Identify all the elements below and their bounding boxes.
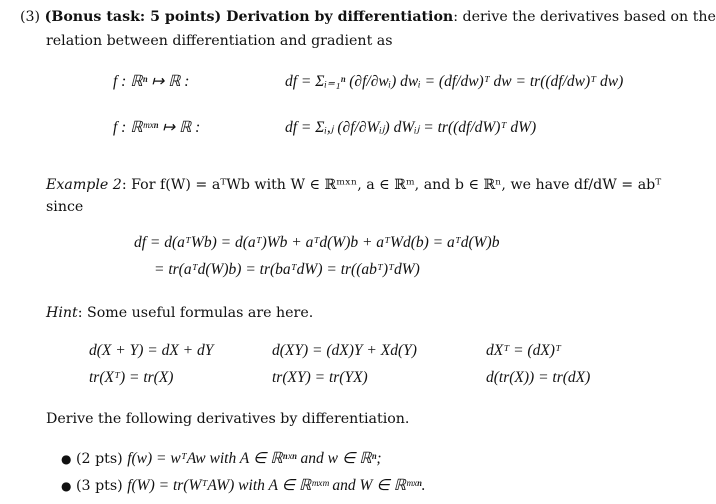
def-vector-rhs: df = Σᵢ₌₁ⁿ (∂f/∂wᵢ) dwᵢ = (df/dw)ᵀ dw = tr((df/dw)ᵀ dw) xyxy=(285,73,624,90)
def-vector-lhs: f : ℝⁿ ↦ ℝ : xyxy=(113,73,190,90)
problem-number: (3) xyxy=(20,9,41,25)
derivation-line1: df = d(aᵀWb) = d(aᵀ)Wb + aᵀd(W)b + aᵀWd(b) = aᵀd(W)b xyxy=(134,234,500,251)
example-text: : For f(W) = aᵀWb with W ∈ ℝᵐˣⁿ, a ∈ ℝᵐ, and b ∈ ℝⁿ, we have df/dW = abᵀ xyxy=(121,177,662,193)
task-text: f(W) = tr(WᵀAW) with A ∈ ℝᵐˣᵐ and W ∈ ℝᵐˣⁿ. xyxy=(127,477,426,494)
derivation-line2: = tr(aᵀd(W)b) = tr(baᵀdW) = tr((abᵀ)ᵀdW) xyxy=(154,261,420,278)
formula-sum-rule: d(X + Y) = dX + dY xyxy=(89,342,214,359)
example-label: Example 2 xyxy=(46,177,122,193)
def-matrix-rhs: df = Σᵢ,ⱼ (∂f/∂Wᵢⱼ) dWᵢⱼ = tr((df/dW)ᵀ dW) xyxy=(285,119,537,136)
example-since: since xyxy=(46,199,84,215)
formula-trace-diff: d(tr(X)) = tr(dX) xyxy=(486,369,591,386)
problem-title: (Bonus task: 5 points) Derivation by differentiation xyxy=(44,9,454,25)
hint-label: Hint xyxy=(46,305,78,321)
task-item xyxy=(61,477,426,495)
task-item xyxy=(61,450,382,468)
example-paragraph xyxy=(46,176,661,194)
formula-product-rule: d(XY) = (dX)Y + Xd(Y) xyxy=(272,342,417,359)
task-text: f(w) = wᵀAw with A ∈ ℝⁿˣⁿ and w ∈ ℝⁿ; xyxy=(127,450,382,467)
problem-header xyxy=(20,8,716,26)
derive-intro: Derive the following derivatives by differentiation. xyxy=(46,411,410,427)
formula-transpose-rule: dXᵀ = (dX)ᵀ xyxy=(486,342,561,359)
task-points: (2 pts) xyxy=(76,451,123,467)
hint-line xyxy=(46,304,313,322)
hint-text: : Some useful formulas are here. xyxy=(77,305,314,321)
formula-trace-transpose: tr(Xᵀ) = tr(X) xyxy=(89,369,174,386)
task-points: (3 pts) xyxy=(76,478,123,494)
bullet-icon: ● xyxy=(61,452,72,466)
def-matrix-lhs: f : ℝᵐˣⁿ ↦ ℝ : xyxy=(113,119,201,136)
problem-intro-line1: : derive the derivatives based on the xyxy=(453,9,716,25)
formula-trace-cyclic: tr(XY) = tr(YX) xyxy=(272,369,368,386)
bullet-icon: ● xyxy=(61,479,72,493)
problem-intro-line2: relation between differentiation and gradient as xyxy=(46,33,393,49)
